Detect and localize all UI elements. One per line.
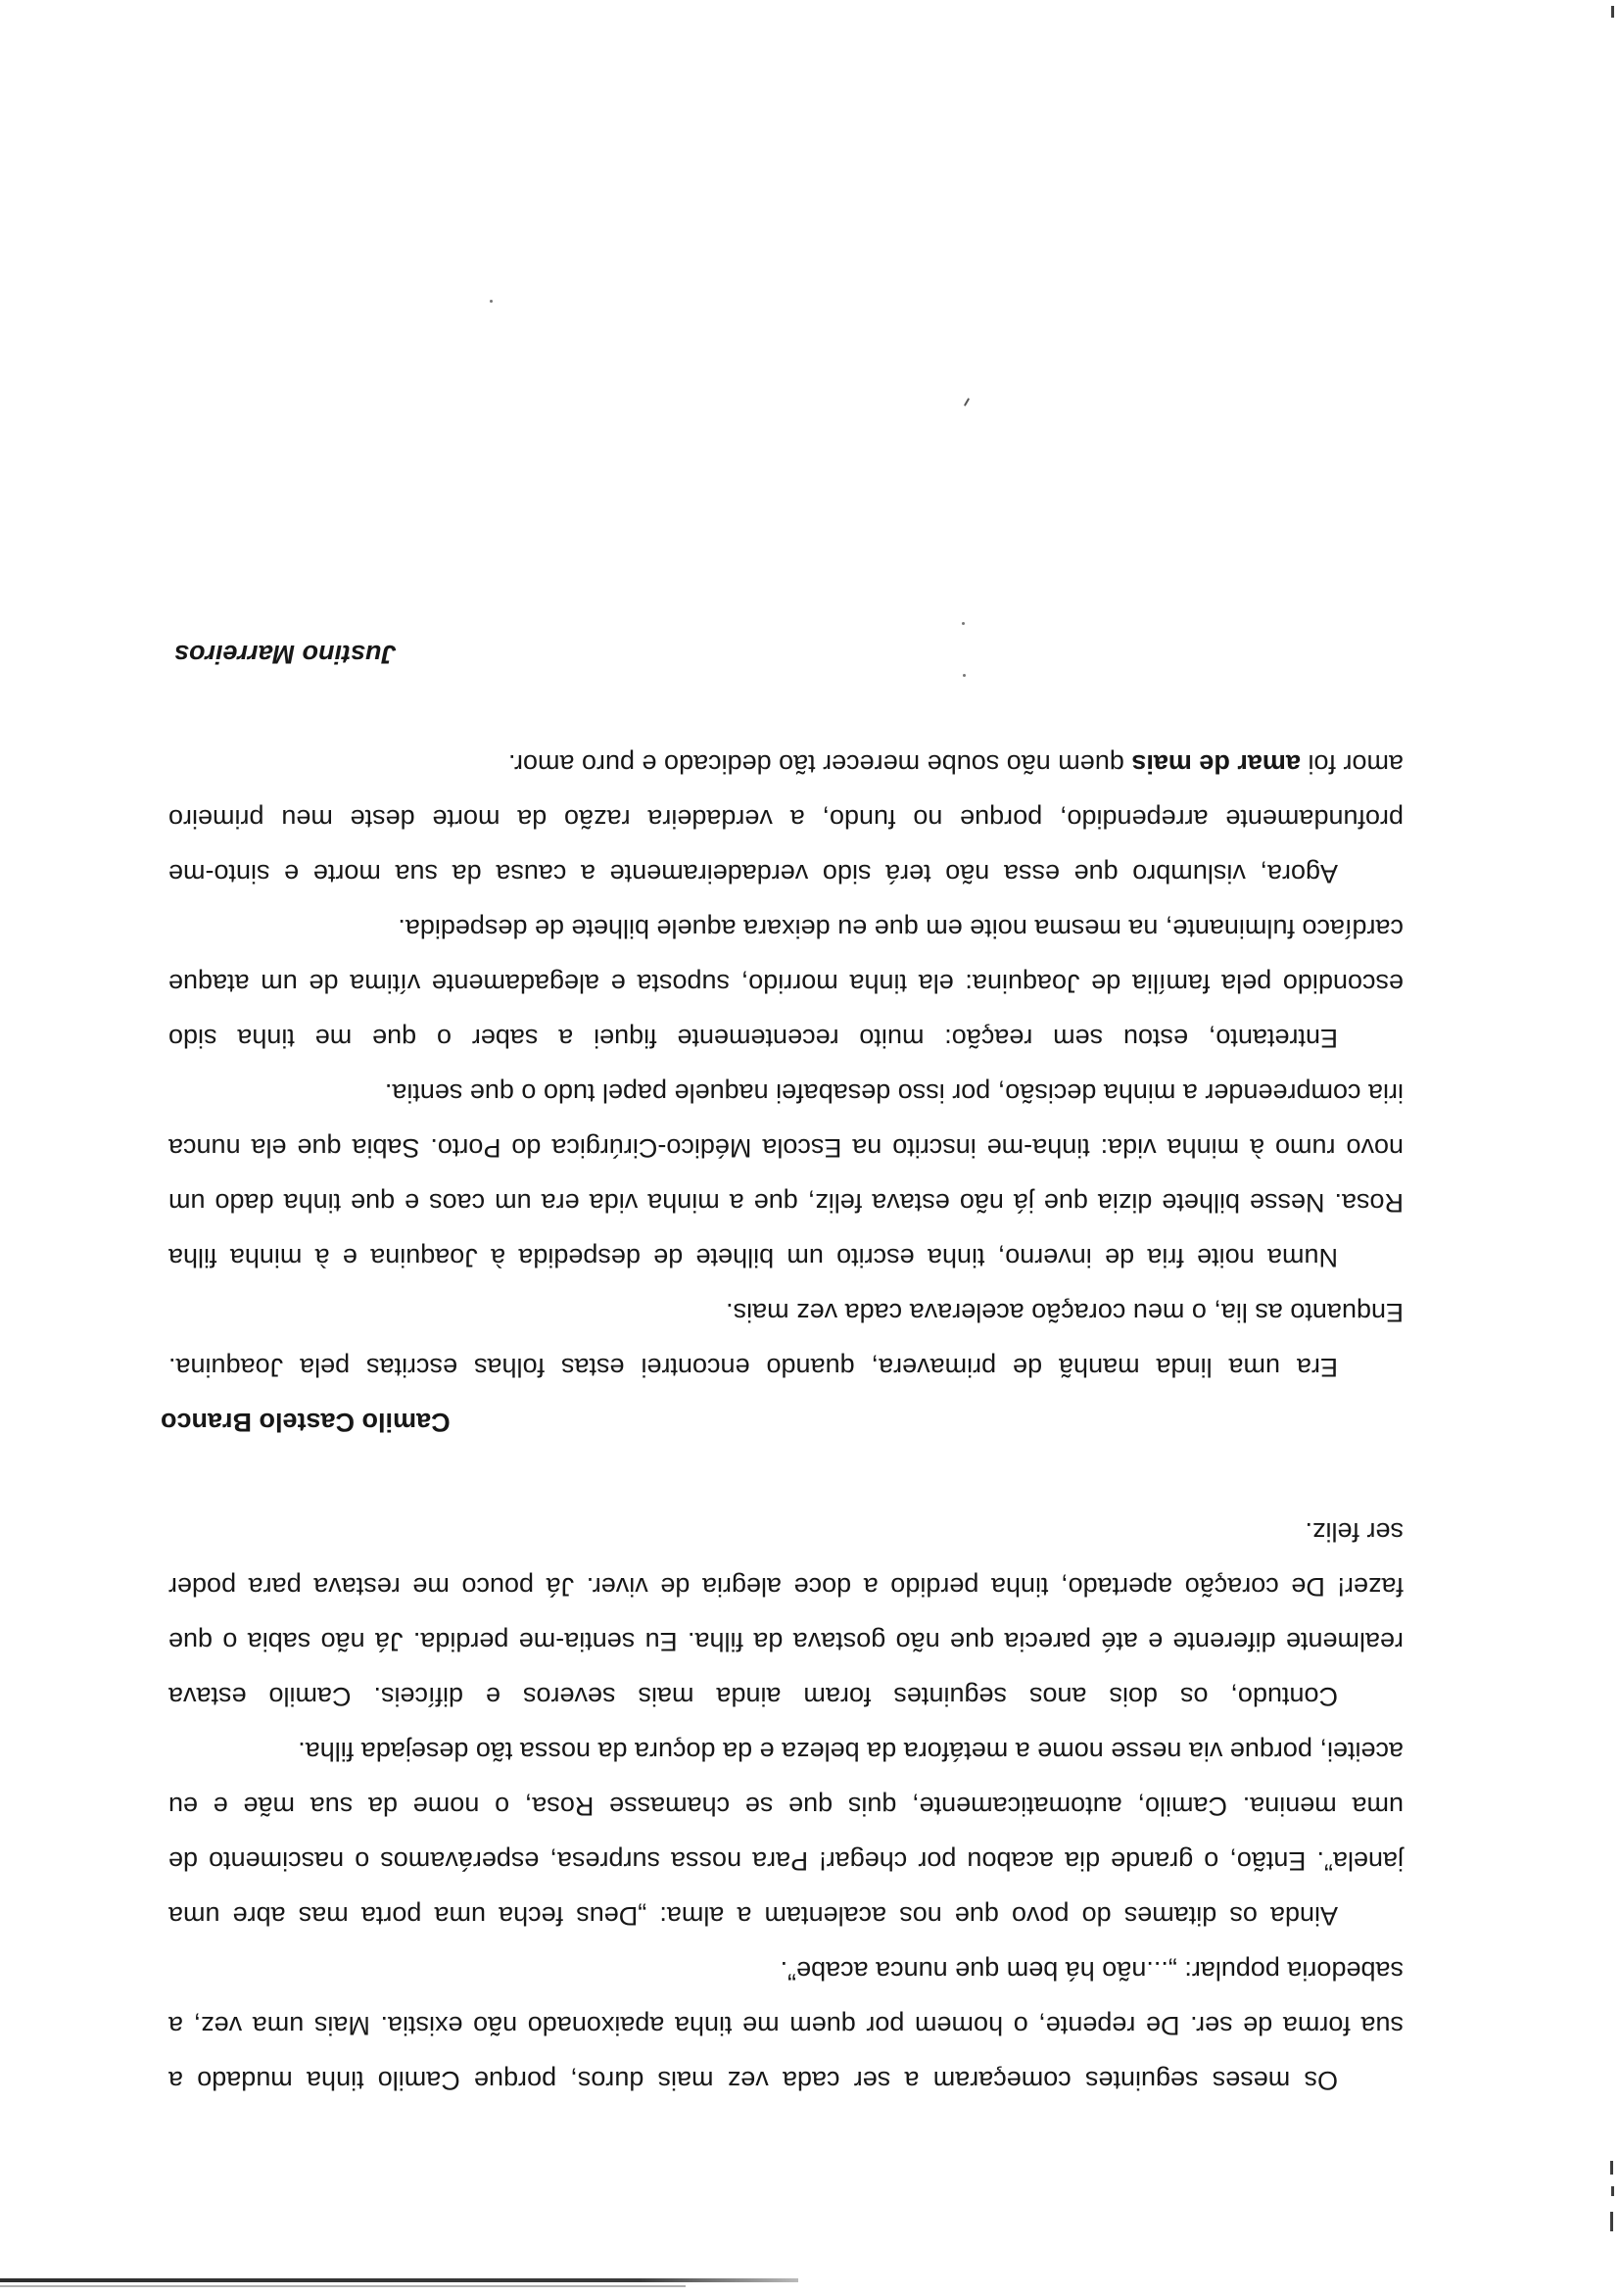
scanner-edge-mark: [1610, 2212, 1613, 2231]
text-line: Os meses seguintes começaram a ser cada vez mais duros, porque Camilo tinha mudado a: [168, 2066, 1338, 2095]
text-line: aceitei, porque via nesse nome a metáfora da beleza e da doçura da nossa tão desejada filha.: [298, 1737, 1404, 1766]
text-segment: amor foi: [1300, 749, 1404, 779]
text-line: profundamente arrependido, porque no fundo, a verdadeira razão da morte deste meu primeiro: [168, 804, 1404, 834]
text-line: cardíaco fulminante, na mesma noite em que eu deixara aquele bilhete de despedida.: [398, 914, 1404, 943]
blank-line: [168, 682, 1404, 737]
scanner-edge-mark: [1611, 2186, 1614, 2196]
text-line: sua forma de ser. De repente, o homem por quem me tinha apaixonado não existia. Mais uma vez, a: [168, 2011, 1404, 2040]
text-segment: quem não soube merecer tão dedicado e puro amor.: [507, 749, 1132, 779]
text-line: novo rumo à minha vida: tinha-me inscrito na Escola Médico-Cirúrgica do Porto. Sabia que ela nunca: [168, 1133, 1404, 1163]
text-line: uma menina. Camilo, automaticamente, quis que se chamasse Rosa, o nome da sua mãe e eu: [168, 1792, 1404, 1821]
text-line: realmente diferente e até parecia que não gostava da filha. Eu sentia-me perdida. Já não sabia o que: [168, 1627, 1404, 1656]
paragraph: [168, 1505, 1404, 1724]
scanner-edge-mark: [1610, 2161, 1613, 2175]
scan-speck: [962, 622, 965, 625]
text-line: Rosa. Nesse bilhete dizia que já não estava feliz, que a minha vida era um caos e que tinha dado um: [168, 1188, 1404, 1218]
text-line: janela”. Então, o grande dia acabou por chegar! Para nossa surpresa, esperávamos o nascimento de: [168, 1846, 1404, 1876]
paragraph: [168, 1943, 1404, 2108]
paragraph: [168, 737, 1404, 901]
text-line: [168, 737, 1404, 791]
section-heading: Camilo Castelo Branco: [161, 1408, 451, 1437]
text-line: Numa noite fria de inverno, tinha escrito um bilhete de despedida à Joaquina e à minha filha: [168, 1243, 1338, 1272]
text-line: Ainda os ditames do povo que nos acalentam a alma: „Deus fecha uma porta mas abre uma: [168, 1901, 1338, 1931]
text-line: iria compreender a minha decisão, por isso desabafei naquele papel tudo o que sentia.: [384, 1078, 1404, 1108]
paragraph: [168, 901, 1404, 1066]
text-line: sabedoria popular: „...não há bem que nunca acabe”.: [780, 1956, 1404, 1985]
text-line: Era uma linda manhã de primavera, quando encontrei estas folhas escritas pela Joaquina.: [168, 1353, 1338, 1382]
text-line: Agora, vislumbro que essa não terá sido verdadeiramente a causa da sua morte e sinto-me: [168, 859, 1338, 888]
paragraph: [168, 1724, 1404, 1943]
text-line: Entretanto, estou sem reação: muito recentemente fiquei a saber o que me tinha sido: [168, 1024, 1338, 1053]
paragraph: [168, 1066, 1404, 1285]
text-line: ser feliz.: [1305, 1517, 1404, 1547]
bold-emphasis: amar de mais: [1131, 749, 1301, 779]
text-line: escondido pela família de Joaquina: ela tinha morrido, suposta e alegadamente vítima de um ataque: [168, 969, 1404, 998]
text-line: Contudo, os dois anos seguintes foram ainda mais severos e difíceis. Camilo estava: [168, 1682, 1338, 1711]
text-line: Enquanto as lia, o meu coração acelerava cada vez mais.: [726, 1298, 1404, 1327]
blank-line: [168, 1450, 1404, 1505]
scan-speck: [490, 300, 493, 303]
scanner-edge-mark: [1611, 6, 1614, 18]
author-signature: Justino Marreiros: [174, 640, 397, 669]
scan-speck: [963, 674, 966, 677]
document-body: [161, 627, 1404, 2108]
scanner-edge-line: [0, 2278, 798, 2282]
paragraph: [168, 1285, 1404, 1395]
scanner-edge-line: [0, 2285, 686, 2287]
text-line: fazer! De coração apertado, tinha perdido a doce alegria de viver. Já pouco me restava para poder: [168, 1572, 1404, 1602]
